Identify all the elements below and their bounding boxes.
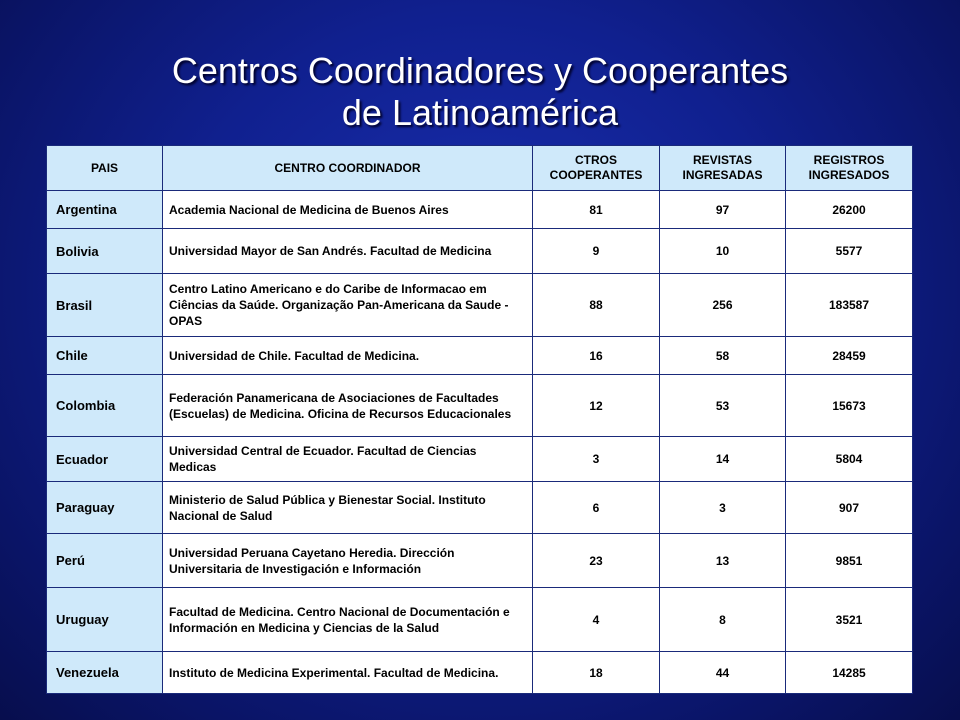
header-revistas-ingresadas: REVISTAS INGRESADAS [660,146,786,191]
cell-ctros: 18 [533,652,660,694]
cell-ctros: 9 [533,229,660,274]
cell-centro: Universidad Central de Ecuador. Facultad de Ciencias Medicas [163,437,533,482]
cell-ctros: 23 [533,534,660,588]
cell-revistas: 3 [660,482,786,534]
cell-pais: Uruguay [47,588,163,652]
cell-pais: Perú [47,534,163,588]
cell-registros: 5804 [786,437,913,482]
table-row [47,588,913,652]
cell-registros: 14285 [786,652,913,694]
table-row [47,437,913,482]
table-row [47,337,913,375]
table-row [47,274,913,337]
cell-registros: 15673 [786,375,913,437]
cell-pais: Chile [47,337,163,375]
cell-revistas: 8 [660,588,786,652]
cell-ctros: 3 [533,437,660,482]
cell-centro: Universidad Mayor de San Andrés. Facultad de Medicina [163,229,533,274]
cell-ctros: 12 [533,375,660,437]
table-row [47,534,913,588]
cell-revistas: 14 [660,437,786,482]
header-registros-ingresados: REGISTROS INGRESADOS [786,146,913,191]
cell-ctros: 16 [533,337,660,375]
table-row [47,191,913,229]
cell-centro: Centro Latino Americano e do Caribe de Informacao em Ciências da Saúde. Organização Pan-Americana da Saude - OPAS [163,274,533,337]
cell-pais: Bolivia [47,229,163,274]
header-pais: PAIS [47,146,163,191]
table-row [47,652,913,694]
slide-title [0,50,960,134]
table-row [47,375,913,437]
table-row [47,229,913,274]
cell-registros: 9851 [786,534,913,588]
cell-centro: Instituto de Medicina Experimental. Facultad de Medicina. [163,652,533,694]
cell-registros: 5577 [786,229,913,274]
header-centro-coordinador: CENTRO COORDINADOR [163,146,533,191]
cell-registros: 907 [786,482,913,534]
cell-revistas: 53 [660,375,786,437]
table-row [47,482,913,534]
slide-title-line-2: de Latinoamérica [341,92,619,133]
cell-ctros: 6 [533,482,660,534]
cell-centro: Facultad de Medicina. Centro Nacional de Documentación e Información en Medicina y Ciencias de la Salud [163,588,533,652]
cell-centro: Universidad de Chile. Facultad de Medicina. [163,337,533,375]
centers-table [46,145,913,694]
cell-registros: 26200 [786,191,913,229]
cell-pais: Argentina [47,191,163,229]
cell-pais: Venezuela [47,652,163,694]
cell-pais: Brasil [47,274,163,337]
cell-ctros: 4 [533,588,660,652]
cell-registros: 183587 [786,274,913,337]
cell-pais: Colombia [47,375,163,437]
cell-registros: 3521 [786,588,913,652]
cell-pais: Ecuador [47,437,163,482]
cell-registros: 28459 [786,337,913,375]
cell-centro: Federación Panamericana de Asociaciones de Facultades (Escuelas) de Medicina. Oficina de Recursos Educacionales [163,375,533,437]
slide-title-line-1: Centros Coordinadores y Cooperantes [171,50,789,91]
cell-pais: Paraguay [47,482,163,534]
table-header-row [47,146,913,191]
cell-ctros: 88 [533,274,660,337]
cell-revistas: 58 [660,337,786,375]
cell-revistas: 13 [660,534,786,588]
cell-revistas: 44 [660,652,786,694]
cell-ctros: 81 [533,191,660,229]
cell-centro: Academia Nacional de Medicina de Buenos Aires [163,191,533,229]
cell-revistas: 256 [660,274,786,337]
header-ctros-cooperantes: CTROS COOPERANTES [533,146,660,191]
cell-revistas: 97 [660,191,786,229]
cell-centro: Ministerio de Salud Pública y Bienestar Social. Instituto Nacional de Salud [163,482,533,534]
cell-centro: Universidad Peruana Cayetano Heredia. Dirección Universitaria de Investigación e Información [163,534,533,588]
cell-revistas: 10 [660,229,786,274]
centers-table-container [46,145,912,694]
